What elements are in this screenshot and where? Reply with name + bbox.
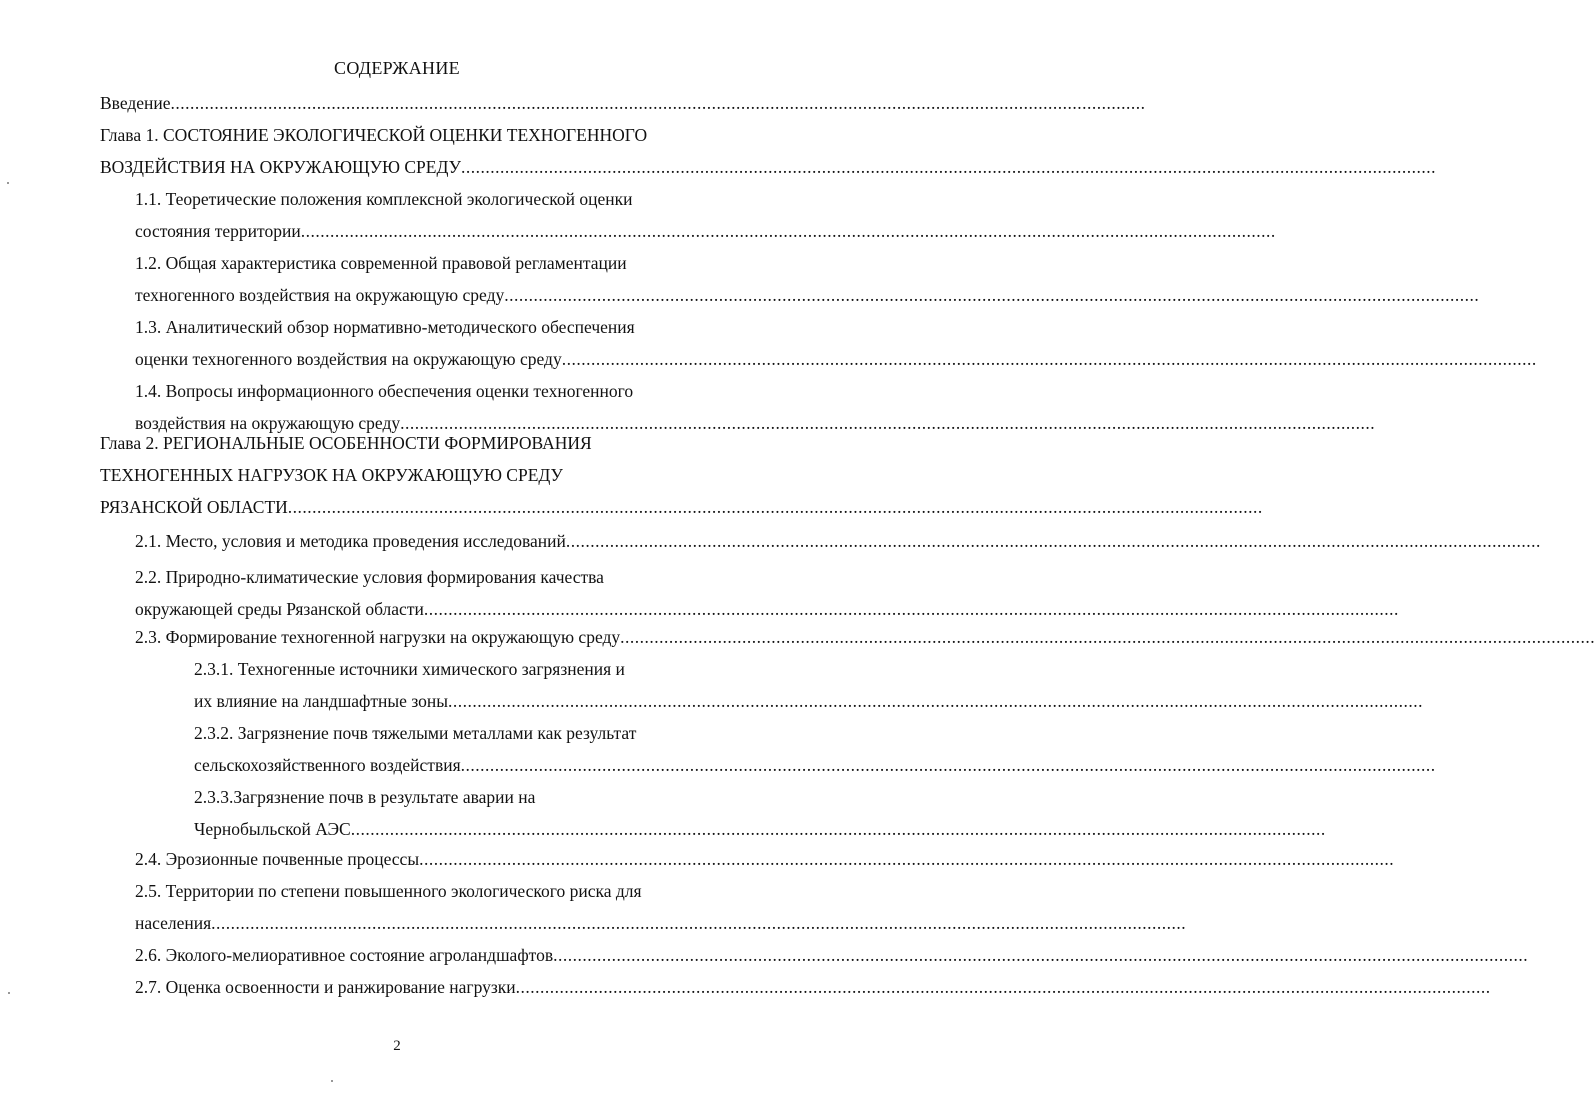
toc-entry-line bbox=[135, 412, 1376, 434]
toc-entry-text: техногенного воздействия на окружающую среду bbox=[135, 285, 505, 305]
dot-leader: ........................................................................................................................................................................................................ bbox=[287, 497, 1263, 517]
toc-entry-line bbox=[100, 432, 592, 454]
dot-leader: ........................................................................................................................................................................................................ bbox=[565, 531, 1541, 551]
toc-entry-line bbox=[194, 690, 1423, 712]
toc-entry-text: Глава 2. РЕГИОНАЛЬНЫЕ ОСОБЕННОСТИ ФОРМИРОВАНИЯ bbox=[100, 433, 592, 453]
toc-entry-line bbox=[100, 496, 1263, 518]
dot-leader: ........................................................................................................................................................................................................ bbox=[553, 945, 1529, 965]
toc-entry-text: Глава 1. СОСТОЯНИЕ ЭКОЛОГИЧЕСКОЙ ОЦЕНКИ ТЕХНОГЕННОГО bbox=[100, 125, 648, 145]
dot-leader: ........................................................................................................................................................................................................ bbox=[448, 691, 1423, 711]
toc-entry-text: 2.1. Место, условия и методика проведения исследований bbox=[135, 531, 566, 551]
toc-entry-line bbox=[135, 284, 1480, 306]
toc-entry-line bbox=[135, 566, 604, 588]
dot-leader: ........................................................................................................................................................................................................ bbox=[460, 755, 1436, 775]
dot-leader: ........................................................................................................................................................................................................ bbox=[400, 413, 1376, 433]
toc-entry-line bbox=[135, 252, 627, 274]
toc-entry-text: воздействия на окружающую среду bbox=[135, 413, 401, 433]
toc-entry-text: 1.1. Теоретические положения комплексной экологической оценки bbox=[135, 189, 633, 209]
toc-entry-line bbox=[194, 786, 535, 808]
toc-entry-text: 1.4. Вопросы информационного обеспечения оценки техногенного bbox=[135, 381, 634, 401]
toc-entry-line bbox=[194, 754, 1436, 776]
scan-speck bbox=[8, 992, 10, 994]
dot-leader: ........................................................................................................................................................................................................ bbox=[419, 849, 1395, 869]
toc-entry-text: 2.3. Формирование техногенной нагрузки на окружающую среду bbox=[135, 627, 621, 647]
scan-speck bbox=[7, 182, 9, 184]
toc-entry-text: их влияние на ландшафтные зоны bbox=[194, 691, 448, 711]
toc-entry-text: 2.3.2. Загрязнение почв тяжелыми металлами как результат bbox=[194, 723, 637, 743]
dot-leader: ........................................................................................................................................................................................................ bbox=[350, 819, 1326, 839]
toc-entry-text: 2.7. Оценка освоенности и ранжирование нагрузки bbox=[135, 977, 516, 997]
page-number: 2 bbox=[393, 1038, 401, 1054]
toc-entry-line bbox=[135, 944, 1529, 966]
toc-entry-text: РЯЗАНСКОЙ ОБЛАСТИ bbox=[100, 497, 288, 517]
dot-leader: ........................................................................................................................................................................................................ bbox=[300, 221, 1276, 241]
toc-entry-text: оценки техногенного воздействия на окружающую среду bbox=[135, 349, 562, 369]
toc-entry-line bbox=[135, 626, 1595, 648]
toc-entry-line bbox=[135, 348, 1537, 370]
toc-entry-text: 2.6. Эколого-мелиоративное состояние агроландшафтов bbox=[135, 945, 554, 965]
toc-entry-text: 2.4. Эрозионные почвенные процессы bbox=[135, 849, 420, 869]
toc-entry-line bbox=[100, 464, 563, 486]
dot-leader: ........................................................................................................................................................................................................ bbox=[561, 349, 1537, 369]
toc-entry-text: 1.3. Аналитический обзор нормативно-методического обеспечения bbox=[135, 317, 635, 337]
toc-entry-line bbox=[135, 848, 1395, 870]
toc-entry-line bbox=[135, 316, 635, 338]
dot-leader: ........................................................................................................................................................................................................ bbox=[170, 93, 1146, 113]
dot-leader: ........................................................................................................................................................................................................ bbox=[461, 157, 1436, 177]
toc-entry-line bbox=[135, 188, 633, 210]
toc-entry-text: сельскохозяйственного воздействия bbox=[194, 755, 461, 775]
toc-entry-line bbox=[135, 530, 1541, 552]
toc-entry-line bbox=[135, 220, 1276, 242]
toc-entry-line bbox=[135, 912, 1187, 934]
toc-entry-text: 2.3.1. Техногенные источники химического загрязнения и bbox=[194, 659, 625, 679]
toc-entry-line bbox=[135, 380, 633, 402]
scan-speck bbox=[331, 1080, 333, 1082]
toc-entry-text: состояния территории bbox=[135, 221, 301, 241]
toc-entry-line bbox=[135, 598, 1399, 620]
dot-leader: ........................................................................................................................................................................................................ bbox=[504, 285, 1480, 305]
page-title: СОДЕРЖАНИЕ bbox=[334, 58, 460, 78]
toc-entry-line bbox=[194, 818, 1326, 840]
toc-entry-text: ТЕХНОГЕННЫХ НАГРУЗОК НА ОКРУЖАЮЩУЮ СРЕДУ bbox=[100, 465, 563, 485]
toc-entry-text: Чернобыльской АЭС bbox=[194, 819, 351, 839]
toc-entry-line bbox=[135, 880, 642, 902]
toc-entry-line bbox=[100, 92, 1146, 114]
toc-entry-text: 2.5. Территории по степени повышенного экологического риска для bbox=[135, 881, 642, 901]
toc-entry-line bbox=[135, 976, 1491, 998]
toc-entry-line bbox=[194, 658, 625, 680]
toc-entry-text: 2.2. Природно-климатические условия формирования качества bbox=[135, 567, 604, 587]
toc-entry-line bbox=[194, 722, 636, 744]
toc-entry-text: Введение bbox=[100, 93, 171, 113]
dot-leader: ........................................................................................................................................................................................................ bbox=[423, 599, 1399, 619]
dot-leader: ........................................................................................................................................................................................................ bbox=[211, 913, 1187, 933]
toc-entry-text: 1.2. Общая характеристика современной правовой регламентации bbox=[135, 253, 627, 273]
toc-entry-text: ВОЗДЕЙСТВИЯ НА ОКРУЖАЮЩУЮ СРЕДУ bbox=[100, 157, 461, 177]
dot-leader: ........................................................................................................................................................................................................ bbox=[515, 977, 1491, 997]
toc-entry-text: населения bbox=[135, 913, 212, 933]
toc-entry-line bbox=[100, 156, 1436, 178]
dot-leader: ........................................................................................................................................................................................................ bbox=[620, 627, 1595, 647]
toc-entry-text: 2.3.3.Загрязнение почв в результате аварии на bbox=[194, 787, 536, 807]
toc-entry-text: окружающей среды Рязанской области bbox=[135, 599, 424, 619]
toc-entry-line bbox=[100, 124, 647, 146]
